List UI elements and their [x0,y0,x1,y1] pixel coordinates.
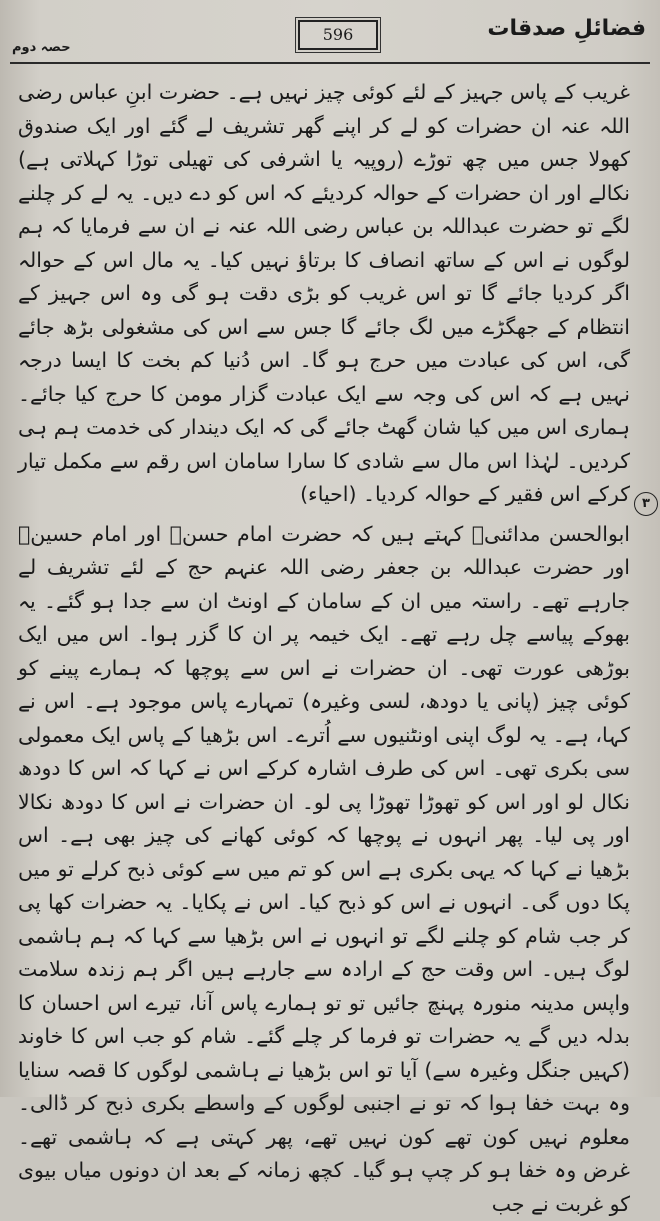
paragraph-1-source: (احیاء) [300,482,356,506]
paragraph-1-text: غریب کے پاس جہیز کے لئے کوئی چیز نہیں ہے۔ حضرت ابنِ عباس رضی اللہ عنہ ان حضرات کو لے کر اپنے گھر تشریف لے گئے اور ایک صندوق کھولا جس میں چھ توڑے (روپیہ یا اشرفی کی تھیلی توڑا کہلاتی ہے) نکالے اور ان حضرات کے حوالہ کردیئے کہ اس کو دے دیں۔ یہ لے کر چلنے لگے تو حضرت عبداللہ بن عباس رضی اللہ عنہ نے ان سے فرمایا کہ ہم لوگوں نے اس کے ساتھ انصاف کا برتاؤ نہیں کیا۔ یہ مال اس کے حوالہ اگر کردیا جائے گا تو اس غریب کو بڑی دقت ہو گی وہ اس جہیز کے انتظام کے جھگڑے میں لگ جائے گا جس سے اس کی مشغولی بڑھ جائے گی، اس کی عبادت میں حرج ہو گا۔ اس دُنیا کم بخت کا ایسا درجہ نہیں ہے کہ اس کی وجہ سے ایک عبادت گزار مومن کا حرج کیا جائے۔ ہماری اس میں کیا شان گھٹ جائے گی کہ ایک دیندار کی خدمت ہم ہی کردیں۔ لہٰذا اس مال سے شادی کا سارا سامان اس رقم سے مکمل تیار کرکے اس فقیر کے حوالہ کردیا۔ [18,80,630,506]
paragraph-number-badge: ۳ [634,492,658,516]
page-number: 596 [298,20,378,50]
page-body [18,76,630,1221]
paragraph-2-text: ابوالحسن مدائنیؒ کہتے ہیں کہ حضرت امام حسنؓ اور امام حسینؓ اور حضرت عبداللہ بن جعفر رضی اللہ عنہم حج کے لئے تشریف لے جارہے تھے۔ راستہ میں ان کے سامان کے اونٹ ان سے جدا ہو گئے۔ یہ بھوکے پیاسے چل رہے تھے۔ ایک خیمہ پر ان کا گزر ہوا۔ اس میں ایک بوڑھی عورت تھی۔ ان حضرات نے اس سے پوچھا کہ ہمارے پینے کو کوئی چیز (پانی یا دودھ، لسی وغیرہ) تمہارے پاس موجود ہے۔ اس نے کہا، ہے۔ یہ لوگ اپنی اونٹنیوں سے اُترے۔ اس بڑھیا کے پاس ایک معمولی سی بکری تھی۔ اس کی طرف اشارہ کرکے اس نے کہا کہ اس کا دودھ نکال لو اور اس کو تھوڑا تھوڑا پی لو۔ ان حضرات نے اس کا دودھ نکالا اور پی لیا۔ پھر انہوں نے پوچھا کہ کوئی کھانے کی چیز بھی ہے۔ اس بڑھیا نے کہا کہ یہی بکری ہے اس کو تم میں سے کوئی ذبح کرلے تو میں پکا دوں گی۔ انہوں نے اس کو ذبح کیا۔ اس نے پکایا۔ یہ حضرات کھا پی کر جب شام کو چلنے لگے تو انہوں نے اس بڑھیا سے کہا کہ ہم ہاشمی لوگ ہیں۔ اس وقت حج کے ارادہ سے جارہے ہیں اگر ہم زندہ سلامت واپس مدینہ منورہ پہنچ جائیں تو تو ہمارے پاس آنا، تیرے اس احسان کا بدلہ دیں گے یہ حضرات تو فرما کر چلے گئے۔ شام کو جب اس کا خاوند (کہیں جنگل وغیرہ سے) آیا تو اس بڑھیا نے ہاشمی لوگوں کا قصہ سنایا وہ بہت خفا ہوا کہ تو نے اجنبی لوگوں کے واسطے بکری ذبح کر ڈالی۔ معلوم نہیں کون تھے کون نہیں تھے، پھر کہتی ہے کہ ہاشمی تھے۔ غرض وہ خفا ہو کر چپ ہو گیا۔ کچھ زمانہ کے بعد ان دونوں میاں بیوی کو غربت نے جب [18,522,630,1216]
page-header [0,0,660,70]
paragraph-2 [18,518,630,1221]
paragraph-1 [18,76,630,512]
header-divider [10,62,650,64]
part-label: حصہ دوم [12,40,71,55]
book-title: فضائلِ صدقات [487,16,646,41]
